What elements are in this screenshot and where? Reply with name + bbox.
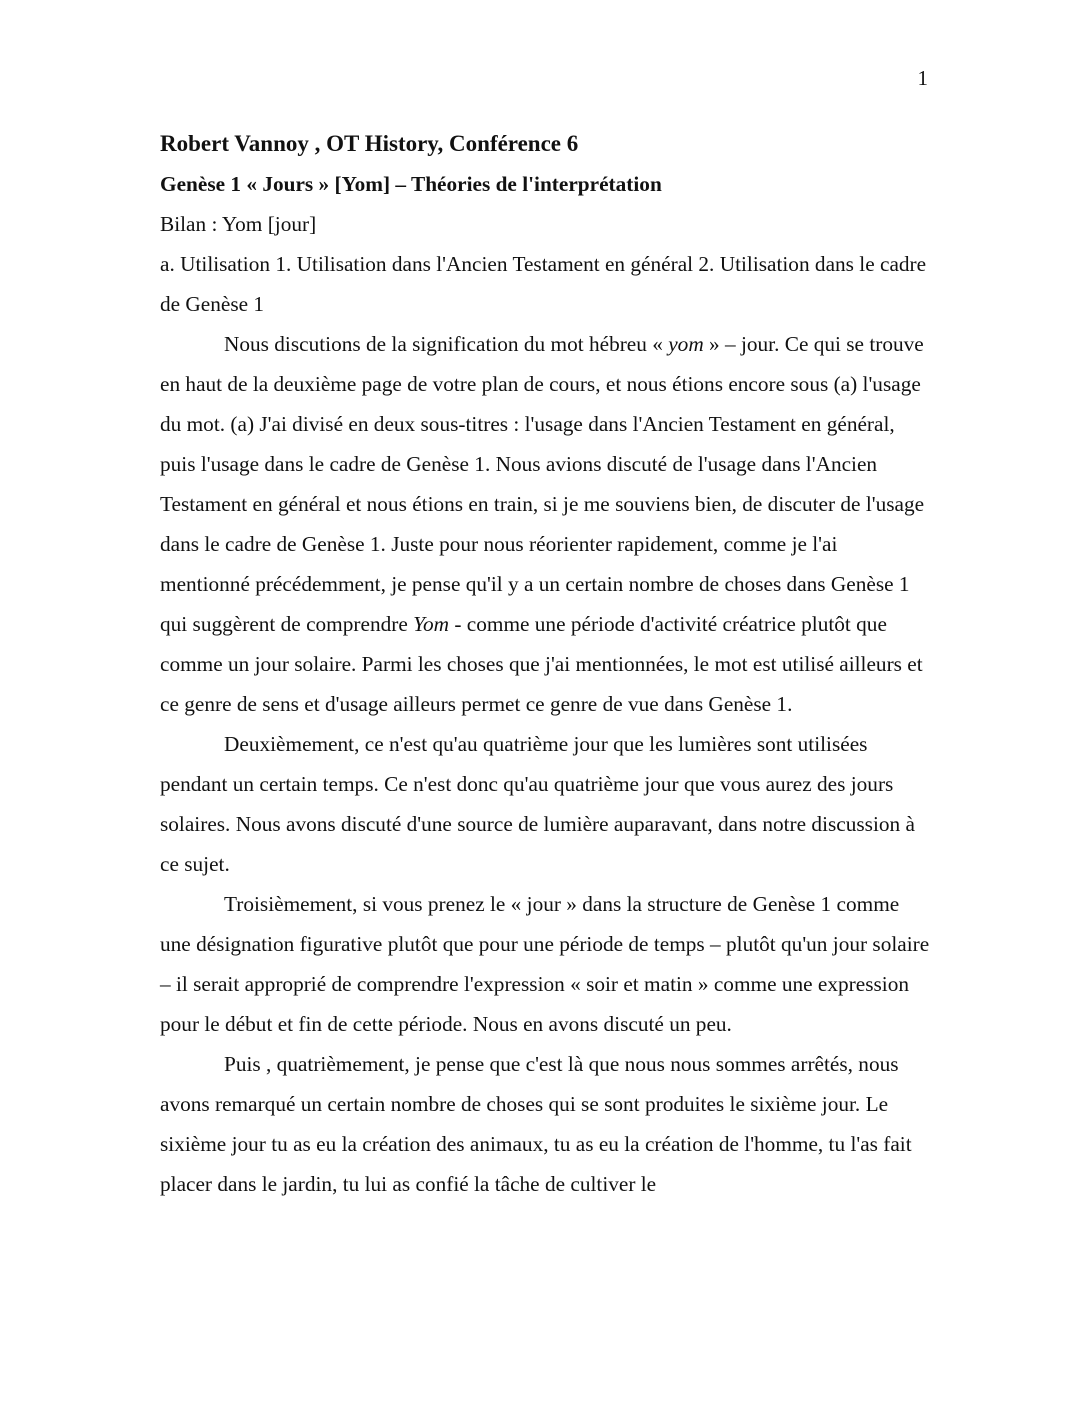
paragraph-1 bbox=[160, 324, 930, 724]
page-number: 1 bbox=[917, 66, 928, 90]
paragraph-2: Deuxièmement, ce n'est qu'au quatrième jour que les lumières sont utilisées pendant un certain temps. Ce n'est donc qu'au quatrième jour que vous aurez des jours solaires. Nous avons discuté d'une source de lumière auparavant, dans notre discussion à ce sujet. bbox=[160, 732, 915, 876]
paragraph-4: Puis , quatrièmement, je pense que c'est là que nous nous sommes arrêtés, nous avons remarqué un certain nombre de choses qui se sont produites le sixième jour. Le sixième jour tu as eu la création des animaux, tu as eu la création de l'homme, tu l'as fait placer dans le jardin, tu lui as confié la tâche de cultiver le bbox=[160, 1052, 912, 1196]
paragraph-1-italic-Yom: Yom bbox=[413, 612, 450, 636]
summary-line: Bilan : Yom [jour] bbox=[160, 212, 317, 236]
document-subtitle: Genèse 1 « Jours » [Yom] – Théories de l'interprétation bbox=[160, 172, 662, 196]
document-title: Robert Vannoy , OT History, Conférence 6 bbox=[160, 131, 579, 156]
document-body bbox=[160, 124, 930, 1204]
outline-line: a. Utilisation 1. Utilisation dans l'Ancien Testament en général 2. Utilisation dans le cadre de Genèse 1 bbox=[160, 252, 927, 316]
paragraph-1-part-c: - comme une période d'activité créatrice plutôt que comme un jour solaire. Parmi les choses que j'ai mentionnées, le mot est utilisé ailleurs et ce genre de sens et d'usage ailleurs permet ce genre de vue dans Genèse 1. bbox=[160, 612, 923, 716]
paragraph-1-part-a: Nous discutions de la signification du mot hébreu « bbox=[224, 332, 669, 356]
paragraph-1-part-b: » – jour. Ce qui se trouve en haut de la deuxième page de votre plan de cours, et nous étions encore sous (a) l'usage du mot. (a) J'ai divisé en deux sous-titres : l'usage dans l'Ancien Testament en général, puis l'usage dans le cadre de Genèse 1. Nous avions discuté de l'usage dans l'Ancien Testament en général et nous étions en train, si je me souviens bien, de discuter de l'usage dans le cadre de Genèse 1. Juste pour nous réorienter rapidement, comme je l'ai mentionné précédemment, je pense qu'il y a un certain nombre de choses dans Genèse 1 qui suggèrent de comprendre bbox=[160, 332, 925, 636]
paragraph-3: Troisièmement, si vous prenez le « jour » dans la structure de Genèse 1 comme une désignation figurative plutôt que pour une période de temps – plutôt qu'un jour solaire – il serait approprié de comprendre l'expression « soir et matin » comme une expression pour le début et fin de cette période. Nous en avons discuté un peu. bbox=[160, 892, 930, 1036]
paragraph-1-italic-yom: yom bbox=[668, 332, 704, 356]
